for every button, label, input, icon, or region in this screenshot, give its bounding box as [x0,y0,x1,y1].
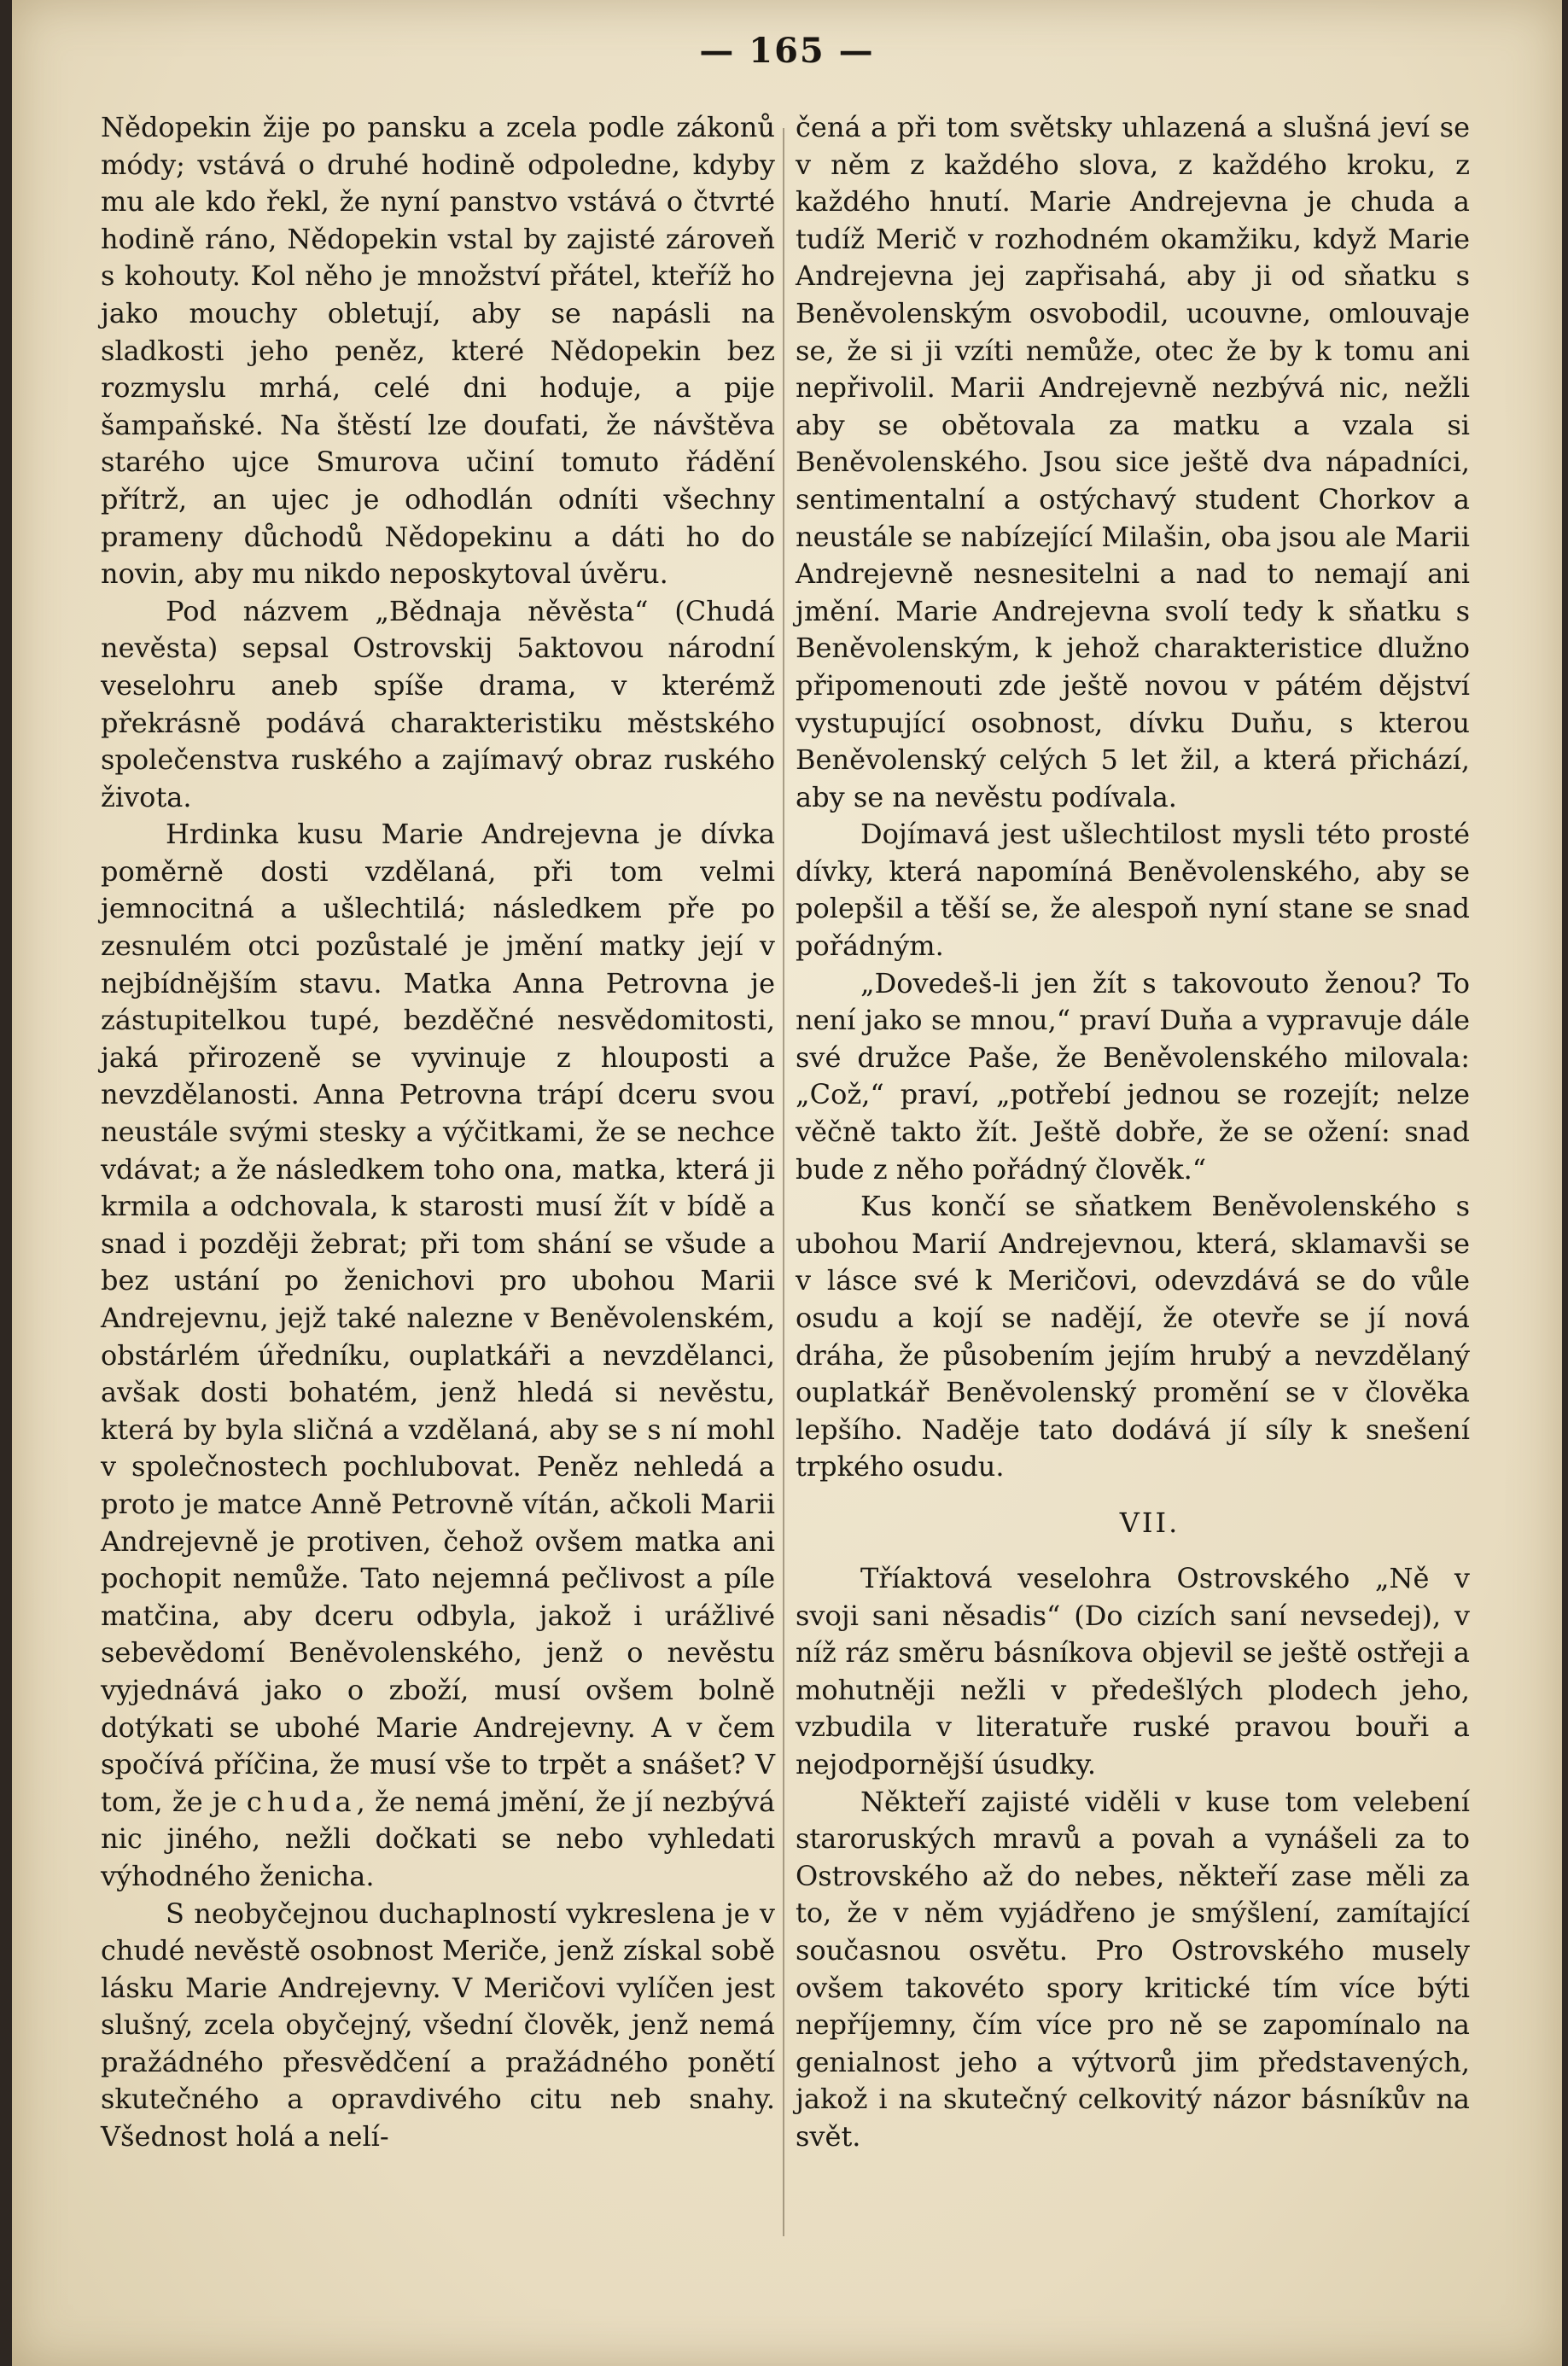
paragraph-text: , že nemá jmění, že jí nezbývá nic jiného, nežli dočkati se nebo vyhledati výhodného ženicha. [101,1785,776,1892]
section-heading: VII. [1119,1506,1180,1539]
emphasized-word: chuda [246,1785,357,1818]
paragraph: čená a při tom světsky uhlazená a slušná jeví se v něm z každého slova, z každého kroku, z každého hnutí. Marie Andrejevna je chuda a tudíž Merič v rozhodném okamžiku, když Marie Andrejevna jej zapřisahá, aby ji od sňatku s Beněvolenským osvobodil, ucouvne, omlouvaje se, že si ji vzíti nemůže, otec že by k tomu ani nepřivolil. Marii Andrejevně nezbývá nic, nežli aby se obětovala za matku a vzala si Beněvolenského. Jsou sice ještě dva nápadníci, sentimentalní a ostýchavý student Chorkov a neustále se nabízející Milašin, oba jsou ale Marii Andrejevně nesnesitelni a nad to nemají ani jmění. Marie Andrejevna svolí tedy k sňatku s Beněvolenským, k jehož charakteristice dlužno připomenouti zde ještě novou v pátém dějství vystupující osobnost, dívku Duňu, s kterou Beněvolenský celých 5 let žil, a která přichází, aby se na nevěstu podívala. [796,111,1470,813]
paragraph: Kus končí se sňatkem Beněvolenského s ubohou Marií Andrejevnou, která, sklamavši se v lásce své k Meričovi, odevzdává se do vůle osudu a kojí se nadějí, že otevře se jí nová dráha, že působením jejím hrubý a nevzdělaný ouplatkář Beněvolenský promění se v člověka lepšího. Naděje tato dodává jí síly k snešení trpkého osudu. [796,1190,1470,1483]
book-page [12,0,1562,2366]
paragraph: Dojímavá jest ušlechtilost mysli této prosté dívky, která napomíná Beněvolenského, aby se polepšil a těší se, že alespoň nyní stane se snad pořádným. [796,818,1470,963]
paragraph-text: Hrdinka kusu Marie Andrejevna je dívka poměrně dosti vzdělaná, při tom velmi jemnocitná a ušlechtilá; následkem pře po zesnulém otci pozůstalé je jmění matky její v nejbídnějším stavu. Matka Anna Petrovna je zástupitelkou tupé, bezděčné nesvědomitosti, jaká přirozeně se vyvinuje z hlouposti a nevzdělanosti. Anna Petrovna trápí dceru svou neustále svými stesky a výčitkami, že se nechce vdávat; a že následkem toho ona, matka, která ji krmila a odchovala, k starosti musí žít v bídě a snad i později žebrat; při tom shání se všude a bez ustání po ženichovi pro ubohou Marii Andrejevnu, jejž také nalezne v Beněvolenském, obstárlém úředníku, ouplatkáři a nevzdělanci, avšak dosti bohatém, jenž hledá si nevěstu, která by byla sličná a vzdělaná, aby se s ní mohl v společnostech pochlubovat. Peněz nehledá a proto je matce Anně Petrovně vítán, ačkoli Marii Andrejevně je protiven, čehož ovšem matka ani pochopit nemůže. Tato nejemná pečlivost a píle matčina, aby dceru odbyla, jakož i urážlivé sebevědomí Beněvolenského, jenž o nevěstu vyjednává jako o zboží, musí ovšem bolně dotýkati se ubohé Marie Andrejevny. A v čem spočívá příčina, že musí vše to trpět a snášet? V tom, že je [101,818,775,1818]
column-divider [783,128,784,2236]
paragraph: Tříaktová veselohra Ostrovského „Ně v svoji sani něsadis“ (Do cizích saní nevsedej), v níž ráz směru básníkova objevil se ještě ostřeji a mohutněji nežli v předešlých plodech jeho, vzbudila v literatuře ruské pravou bouři a nejodpornější úsudky. [796,1561,1470,1780]
paragraph: „Dovedeš-li jen žít s takovouto ženou? To není jako se mnou,“ praví Duňa a vypravuje dále své družce Paše, že Beněvolenského milovala: „Což,“ praví, „potřebí jednou se rozejít; nelze věčně takto žít. Ještě dobře, že se ožení: snad bude z něho pořádný člověk.“ [796,966,1470,1186]
page-number: — 165 — [699,31,875,71]
left-column [101,109,775,2156]
paragraph: Pod názvem „Bědnaja něvěsta“ (Chudá nevěsta) sepsal Ostrovskij 5aktovou národní veselohru aneb spíše drama, v kterémž překrásně podává charakteristiku městského společenstva ruského a zajímavý obraz ruského života. [101,594,775,813]
paragraph: Někteří zajisté viděli v kuse tom velebení staroruských mravů a povah a vynášeli za to Ostrovského až do nebes, někteří zase měli za to, že v něm vyjádřeno je smýšlení, zamítající současnou osvětu. Pro Ostrovského musely ovšem takovéto spory kritické tím více býti nepříjemny, čím více pro ně se zapomínalo na genialnost jeho a výtvorů jim představených, jakož i na skutečný celkovitý názor básníkův na svět. [796,1785,1470,2153]
paragraph: Nědopekin žije po pansku a zcela podle zákonů módy; vstává o druhé hodině odpoledne, kdyby mu ale kdo řekl, že nyní panstvo vstává o čtvrté hodině ráno, Nědopekin vstal by zajisté zároveň s kohouty. Kol něho je množství přátel, kteříž ho jako mouchy obletují, aby se napásli na sladkosti jeho peněz, které Nědopekin bez rozmyslu mrhá, celé dni hoduje, a pije šampaňské. Na štěstí lze doufati, že návštěva starého ujce Smurova učiní tomuto řádění přítrž, an ujec je odhodlán odníti všechny prameny důchodů Nědopekinu a dáti ho do novin, aby mu nikdo neposkytoval úvěru. [101,111,775,591]
right-column [796,109,1470,2155]
paragraph [101,816,775,1895]
paragraph: S neobyčejnou duchaplností vykreslena je v chudé nevěstě osobnost Meriče, jenž získal sobě lásku Marie Andrejevny. V Meričovi vylíčen jest slušný, zcela obyčejný, všední člověk, jenž nemá pražádného přesvědčení a pražádného ponětí skutečného a opravdivého citu neb snahy. Všednost holá a nelí- [101,1897,775,2153]
